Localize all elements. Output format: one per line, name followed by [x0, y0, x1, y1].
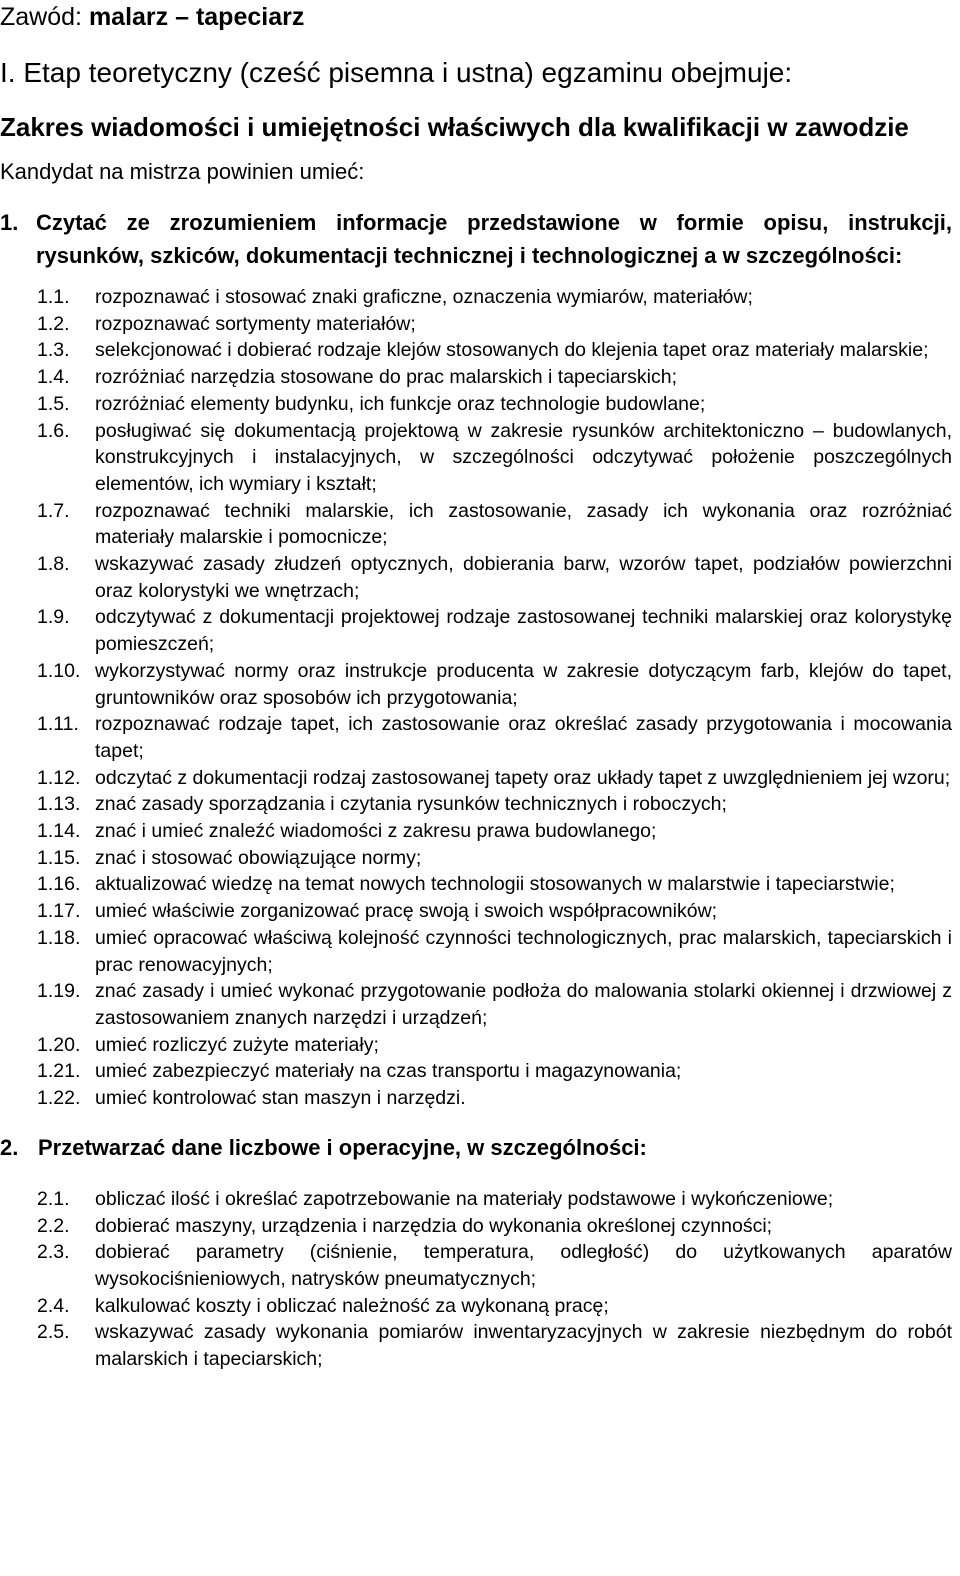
- section-1-item: [0, 711, 952, 764]
- item-number: 1.1.: [37, 286, 70, 308]
- item-number: 1.12.: [37, 766, 81, 789]
- item-number: 1.22.: [37, 1087, 81, 1110]
- section-1-item: [0, 604, 952, 657]
- item-text: rozpoznawać rodzaje tapet, ich zastosowanie oraz określać zasady przygotowania i mocowania tapet;: [95, 713, 952, 762]
- item-number: 2.5.: [37, 1321, 70, 1344]
- section-2-items: [0, 1186, 952, 1373]
- item-text: posługiwać się dokumentacją projektową w zakresie rysunków architektoniczno – budowlanych, konstrukcyjnych i instalacyjnych, w szczególności odczytywać położenie poszczególnych elementów, ich wymiary i kształt;: [95, 419, 952, 495]
- section-1-item: [0, 818, 952, 845]
- item-text: znać i stosować obowiązujące normy;: [95, 846, 422, 869]
- item-number: 1.13.: [37, 793, 81, 816]
- item-text: rozpoznawać i stosować znaki graficzne, oznaczenia wymiarów, materiałów;: [95, 286, 753, 308]
- section-1-item: [0, 284, 952, 311]
- item-text: rozróżniać narzędzia stosowane do prac malarskich i tapeciarskich;: [95, 366, 678, 389]
- scope-title: Zakres wiadomości i umiejętności właściwych dla kwalifikacji w zawodzie: [0, 112, 909, 142]
- item-number: 2.4.: [37, 1294, 70, 1317]
- section-1-item: [0, 418, 952, 498]
- item-number: 1.18.: [37, 926, 81, 949]
- item-number: 1.16.: [37, 873, 81, 896]
- item-number: 1.8.: [37, 553, 70, 576]
- item-text: dobierać parametry (ciśnienie, temperatura, odległość) do użytkowanych aparatów wysokociśnieniowych, natrysków pneumatycznych;: [95, 1241, 952, 1290]
- section-2-heading-text: Przetwarzać dane liczbowe i operacyjne, w szczególności:: [38, 1134, 647, 1160]
- section-2-number: 2.: [0, 1134, 19, 1160]
- item-number: 1.3.: [37, 339, 70, 362]
- stage-title: I. Etap teoretyczny (cześć pisemna i ustna) egzaminu obejmuje:: [0, 57, 793, 88]
- section-1-heading: [0, 206, 952, 272]
- item-text: odczytywać z dokumentacji projektowej rodzaje zastosowanej techniki malarskiej oraz kolorystykę pomieszczeń;: [95, 606, 952, 656]
- item-number: 1.14.: [37, 820, 81, 843]
- item-text: umieć zabezpieczyć materiały na czas transportu i magazynowania;: [95, 1060, 682, 1083]
- item-text: rozróżniać elementy budynku, ich funkcje oraz technologie budowlane;: [95, 392, 706, 415]
- item-number: 1.6.: [37, 419, 70, 442]
- item-text: selekcjonować i dobierać rodzaje klejów stosowanych do klejenia tapet oraz materiały malarskie;: [95, 339, 929, 362]
- section-1-item: [0, 845, 952, 872]
- section-1-number: 1.: [0, 210, 19, 235]
- item-number: 1.9.: [37, 606, 70, 629]
- section-1-item: [0, 898, 952, 925]
- item-text: rozpoznawać techniki malarskie, ich zastosowanie, zasady ich wykonania oraz rozróżniać materiały malarskie i pomocnicze;: [95, 499, 952, 549]
- item-text: wskazywać zasady złudzeń optycznych, dobierania barw, wzorów tapet, podziałów powierzchni oraz kolorystyki we wnętrzach;: [95, 553, 952, 602]
- section-1-item: [0, 765, 952, 792]
- item-text: wskazywać zasady wykonania pomiarów inwentaryzacyjnych w zakresie niezbędnym do robót malarskich i tapeciarskich;: [95, 1321, 952, 1371]
- section-2-item: [0, 1213, 952, 1240]
- item-text: umieć opracować właściwą kolejność czynności technologicznych, prac malarskich, tapeciarskich i prac renowacyjnych;: [95, 926, 952, 976]
- section-1-item: [0, 498, 952, 551]
- section-1-item: [0, 364, 952, 391]
- item-text: umieć kontrolować stan maszyn i narzędzi.: [95, 1087, 466, 1110]
- section-1-item: [0, 658, 952, 711]
- occupation-line: [0, 0, 952, 32]
- section-1-item: [0, 311, 952, 338]
- item-text: kalkulować koszty i obliczać należność za wykonaną pracę;: [95, 1294, 609, 1317]
- item-text: umieć rozliczyć zużyte materiały;: [95, 1033, 379, 1056]
- section-1-item: [0, 871, 952, 898]
- item-text: odczytać z dokumentacji rodzaj zastosowanej tapety oraz układy tapet z uwzględnieniem jej wzoru;: [95, 766, 951, 789]
- section-1-item: [0, 1032, 952, 1059]
- item-number: 1.2.: [37, 312, 70, 335]
- item-number: 1.17.: [37, 900, 81, 923]
- section-1-item: [0, 551, 952, 604]
- section-1-heading-text: Czytać ze zrozumieniem informacje przedstawione w formie opisu, instrukcji, rysunków, szkiców, dokumentacji technicznej i technologicznej a w szczególności:: [36, 210, 952, 268]
- section-2-item: [0, 1186, 952, 1213]
- occupation-value: malarz – tapeciarz: [88, 3, 305, 31]
- item-text: rozpoznawać sortymenty materiałów;: [95, 312, 416, 335]
- section-1-item: [0, 391, 952, 418]
- item-number: 1.10.: [37, 659, 81, 682]
- item-number: 2.2.: [37, 1214, 70, 1237]
- section-2-heading: [0, 1133, 952, 1163]
- item-number: 1.11.: [37, 713, 79, 736]
- item-number: 1.4.: [37, 366, 70, 389]
- section-1-item: [0, 978, 952, 1031]
- section-1-item: [0, 1085, 952, 1112]
- item-number: 1.7.: [37, 499, 70, 522]
- item-text: umieć właściwie zorganizować pracę swoją i swoich współpracowników;: [95, 900, 718, 923]
- item-text: obliczać ilość i określać zapotrzebowanie na materiały podstawowe i wykończeniowe;: [95, 1187, 834, 1210]
- item-text: wykorzystywać normy oraz instrukcje producenta w zakresie dotyczącym farb, klejów do tapet, gruntowników oraz sposobów ich przygotowania;: [95, 659, 952, 709]
- candidate-line: Kandydat na mistrza powinien umieć:: [0, 159, 365, 184]
- item-text: dobierać maszyny, urządzenia i narzędzia do wykonania określonej czynności;: [95, 1214, 773, 1237]
- section-2-item: [0, 1239, 952, 1292]
- section-1-item: [0, 925, 952, 978]
- section-1-item: [0, 791, 952, 818]
- item-number: 1.21.: [37, 1060, 81, 1083]
- item-number: 1.19.: [37, 980, 81, 1003]
- item-text: znać zasady i umieć wykonać przygotowanie podłoża do malowania stolarki okiennej i drzwiowej z zastosowaniem znanych narzędzi i urządzeń;: [95, 980, 952, 1029]
- item-number: 2.3.: [37, 1241, 70, 1264]
- item-text: aktualizować wiedzę na temat nowych technologii stosowanych w malarstwie i tapeciarstwie;: [95, 873, 895, 896]
- section-2-item: [0, 1319, 952, 1372]
- item-number: 2.1.: [37, 1187, 70, 1210]
- item-number: 1.5.: [37, 392, 70, 415]
- section-1-item: [0, 337, 952, 364]
- section-1-item: [0, 1058, 952, 1085]
- occupation-label: Zawód:: [0, 3, 82, 31]
- item-text: znać zasady sporządzania i czytania rysunków technicznych i roboczych;: [95, 793, 727, 816]
- item-text: znać i umieć znaleźć wiadomości z zakresu prawa budowlanego;: [95, 820, 657, 843]
- item-number: 1.20.: [37, 1033, 81, 1056]
- section-2-item: [0, 1293, 952, 1320]
- item-number: 1.15.: [37, 846, 81, 869]
- section-1-items: [0, 284, 952, 1112]
